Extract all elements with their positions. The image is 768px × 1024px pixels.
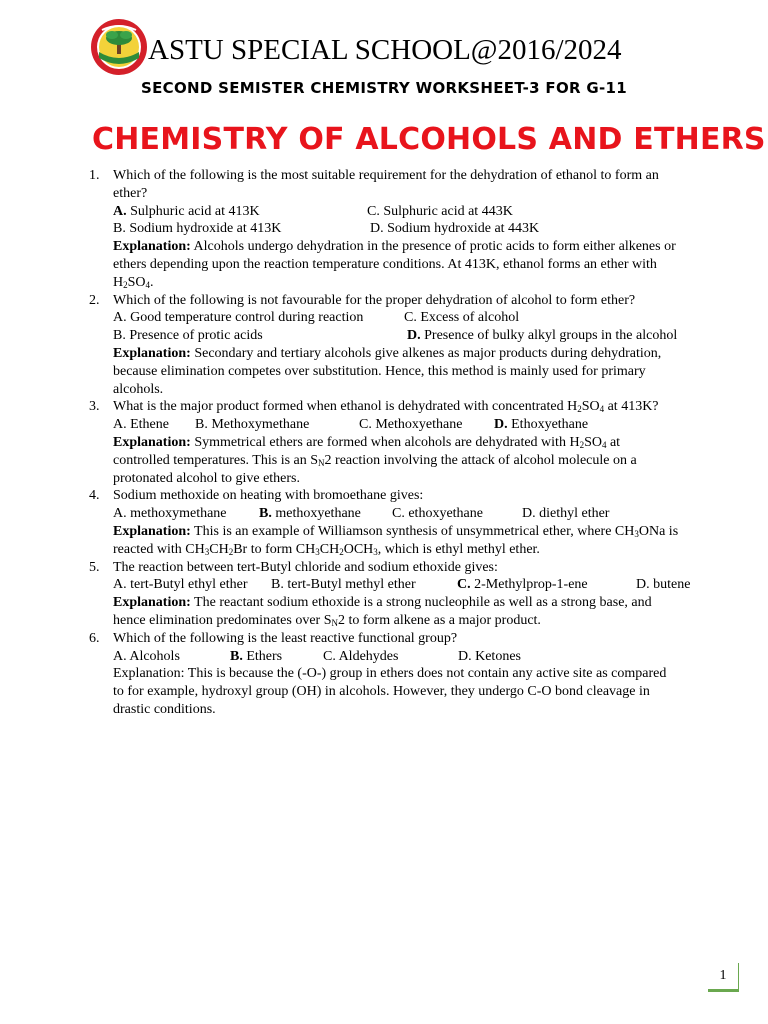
explanation-text: SO xyxy=(584,434,602,450)
explanation-label: Explanation: xyxy=(113,239,191,255)
question-text: Which of the following is not favourable for the proper dehydration of alcohol to form ether? xyxy=(113,292,636,308)
question-4 xyxy=(89,487,714,558)
explanation xyxy=(113,434,714,452)
question-text-line: Which of the following is the most suitable requirement for the dehydration of ethanol to form an xyxy=(113,168,659,183)
option-a: A. Alcohols xyxy=(113,648,180,664)
school-name: ASTU SPECIAL SCHOOL@2016/2024 xyxy=(148,34,622,66)
option-c: C. Methoxyethane xyxy=(359,417,463,433)
question-text-line: ether? xyxy=(113,185,148,201)
options-row xyxy=(113,416,714,434)
question-text xyxy=(113,398,714,416)
question-text: The reaction between tert-Butyl chloride and sodium ethoxide gives: xyxy=(113,559,498,575)
question-number: 1. xyxy=(89,168,100,183)
subscript: 2 xyxy=(579,439,585,450)
question-text-part: at 413K? xyxy=(604,399,659,415)
explanation-line xyxy=(113,452,714,470)
formula-part: H xyxy=(113,274,124,290)
options-row xyxy=(113,309,714,327)
option-b xyxy=(259,505,392,523)
explanation-label: Explanation: xyxy=(113,523,191,539)
subscript: 3 xyxy=(634,528,639,539)
school-logo xyxy=(90,18,148,76)
question-6 xyxy=(89,630,714,719)
options-row xyxy=(113,505,714,523)
explanation xyxy=(113,594,714,612)
option-a: A. tert-Butyl ethyl ether xyxy=(113,577,248,593)
option-d: D. Sodium hydroxide at 443K xyxy=(370,221,540,237)
subscript: 2 xyxy=(339,546,344,557)
question-number: 5. xyxy=(89,559,100,575)
option-letter: C. xyxy=(457,577,471,593)
explanation-label: Explanation: xyxy=(113,345,191,361)
explanation-text: Br to form CH xyxy=(233,541,316,557)
explanation-text: 2 reaction involving the attack of alcohol molecule on a xyxy=(324,452,637,468)
option-letter: B. xyxy=(259,506,272,522)
subscript: 2 xyxy=(228,546,234,557)
question-text-part: What is the major product formed when ethanol is dehydrated with concentrated H xyxy=(113,399,578,415)
option-b: B. Methoxymethane xyxy=(195,417,310,433)
option-b: B. tert-Butyl methyl ether xyxy=(271,577,416,593)
option-text: Ethoxyethane xyxy=(507,417,589,433)
options-row xyxy=(113,648,714,666)
question-number: 2. xyxy=(89,292,100,308)
option-a: A. methoxymethane xyxy=(113,506,227,522)
explanation-text: Symmetrical ethers are formed when alcohols are dehydrated with H xyxy=(190,434,580,450)
explanation-text: Secondary and tertiary alcohols give alkenes as major products during dehydration, xyxy=(190,345,662,361)
option-a: A. Good temperature control during reaction xyxy=(113,310,364,326)
explanation-text: Alcohols undergo dehydration in the presence of protic acids to form either alkenes or xyxy=(190,239,676,255)
option-c xyxy=(457,576,636,594)
explanation-line xyxy=(113,256,714,274)
explanation-line: protonated alcohol to give ethers. xyxy=(113,470,300,486)
explanation-line: to for example, hydroxyl group (OH) in alcohols. However, they undergo C-O bond cleavage in xyxy=(113,684,650,700)
option-b: B. Presence of protic acids xyxy=(113,328,263,344)
explanation-line: alcohols. xyxy=(113,381,164,397)
subscript: 4 xyxy=(599,404,605,415)
question-number: 6. xyxy=(89,630,100,646)
subscript: 3 xyxy=(315,546,320,557)
explanation-text: OCH xyxy=(343,541,374,557)
subscript: 4 xyxy=(145,279,151,290)
explanation-text: CH xyxy=(209,541,229,557)
explanation-label: Explanation: xyxy=(113,434,191,450)
option-a: A. Ethene xyxy=(113,417,169,433)
question-2 xyxy=(89,292,714,399)
subscript: 2 xyxy=(123,279,128,290)
explanation-text: This is an example of Williamson synthesis of unsymmetrical ether, where CH xyxy=(190,523,635,539)
option-letter: A. xyxy=(113,203,127,219)
explanation-line: because elimination competes over substitution. Hence, this method is mainly used for primary xyxy=(113,363,646,379)
options-row xyxy=(113,327,714,345)
question-list xyxy=(89,167,714,719)
option-text: methoxyethane xyxy=(271,506,361,522)
explanation-text: CH xyxy=(319,541,340,557)
option-b xyxy=(230,648,323,666)
subscript: 3 xyxy=(204,546,210,557)
option-d: D. butene xyxy=(636,577,691,593)
question-text-line xyxy=(113,185,714,203)
formula-part: SO xyxy=(127,274,146,290)
option-text: Ethers xyxy=(242,648,283,664)
options-row xyxy=(113,576,714,594)
option-letter: B. xyxy=(230,648,243,664)
option-letter: D. xyxy=(494,417,508,433)
subscript: 2 xyxy=(577,404,582,415)
option-c: C. Excess of alcohol xyxy=(404,310,520,326)
explanation-line xyxy=(113,541,714,559)
explanation-text: The reactant sodium ethoxide is a strong nucleophile as well as a strong base, and xyxy=(190,595,652,611)
explanation-line xyxy=(113,612,714,630)
explanation-text: 2 to form alkene as a major product. xyxy=(338,612,541,628)
explanation xyxy=(113,345,714,363)
question-number: 3. xyxy=(89,399,100,415)
options-row xyxy=(113,220,714,238)
options-row xyxy=(113,203,714,221)
subscript: N xyxy=(331,617,338,628)
explanation-text: ONa is xyxy=(638,523,679,539)
explanation xyxy=(113,238,714,256)
option-b: B. Sodium hydroxide at 413K xyxy=(113,221,282,237)
question-text: Which of the following is the least reactive functional group? xyxy=(113,630,458,646)
option-c: C. ethoxyethane xyxy=(392,506,483,522)
question-5 xyxy=(89,559,714,630)
explanation-label: Explanation: xyxy=(113,595,191,611)
explanation-text: , which is ethyl methyl ether. xyxy=(377,541,540,557)
question-text: Sodium methoxide on heating with bromoethane gives: xyxy=(113,488,424,504)
chapter-title: CHEMISTRY OF ALCOHOLS AND ETHERS xyxy=(92,122,766,157)
page-number: 1 xyxy=(719,968,727,983)
option-text: Presence of bulky alkyl groups in the alcohol xyxy=(420,328,678,344)
question-1 xyxy=(89,167,714,292)
explanation-text: controlled temperatures. This is an S xyxy=(113,452,319,468)
question-3 xyxy=(89,398,714,487)
question-number: 4. xyxy=(89,488,100,504)
option-c: C. Aldehydes xyxy=(323,648,399,664)
explanation-text: at xyxy=(606,434,621,450)
option-d: D. diethyl ether xyxy=(522,506,610,522)
option-d xyxy=(407,328,677,343)
option-letter: D. xyxy=(407,328,421,344)
page-number-underline xyxy=(708,989,739,992)
explanation-text: ethers depending upon the reaction temperature conditions. At 413K, ethanol forms an ether with xyxy=(113,256,657,272)
question-text-part: SO xyxy=(581,399,600,415)
page-number-box xyxy=(708,963,739,990)
explanation: Explanation: This is because the (-O-) group in ethers does not contain any active site as compared xyxy=(113,666,667,682)
worksheet-subtitle: SECOND SEMISTER CHEMISTRY WORKSHEET-3 FOR G-11 xyxy=(140,79,628,97)
option-text: 2-Methylprop-1-ene xyxy=(470,577,588,593)
explanation-text: hence elimination predominates over S xyxy=(113,612,332,628)
question-text xyxy=(113,167,714,185)
option-d: D. Ketones xyxy=(458,648,521,664)
subscript: N xyxy=(318,457,325,468)
option-c: C. Sulphuric acid at 443K xyxy=(367,203,513,219)
option-a xyxy=(113,203,367,221)
formula-part: . xyxy=(150,274,154,290)
option-d xyxy=(494,417,588,432)
explanation-text: reacted with CH xyxy=(113,541,205,557)
explanation xyxy=(113,523,714,541)
explanation-line: drastic conditions. xyxy=(113,701,216,717)
explanation-line xyxy=(113,274,714,292)
subscript: 4 xyxy=(601,439,607,450)
option-text: Sulphuric acid at 413K xyxy=(126,203,260,219)
subscript: 3 xyxy=(373,546,378,557)
